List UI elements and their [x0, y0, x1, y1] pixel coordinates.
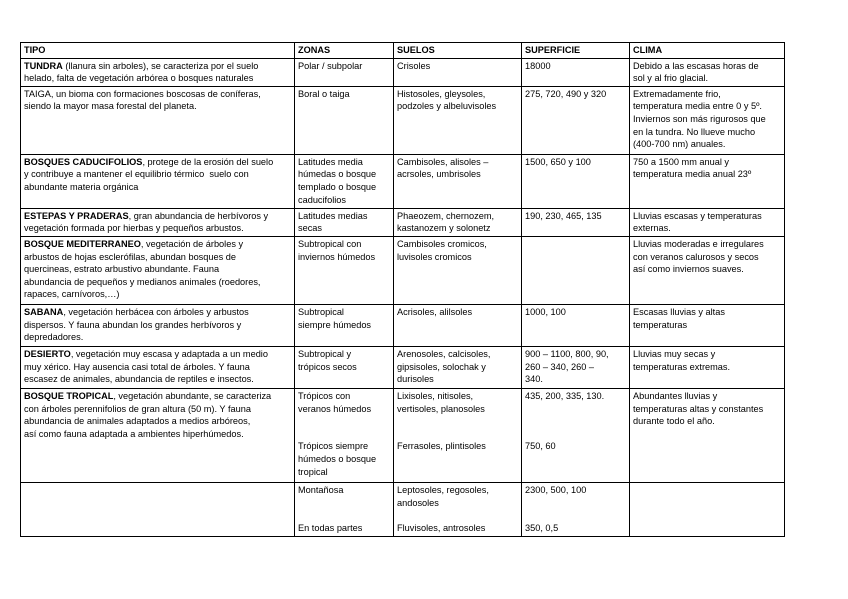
cell-tipo — [21, 388, 295, 482]
header-suelos: SUELOS — [394, 43, 522, 59]
header-clima: CLIMA — [630, 43, 785, 59]
zonas-text: Polar / subpolar — [298, 60, 363, 71]
cell-zonas — [295, 388, 394, 482]
tipo-text: , protege de la erosión del suelo y contribuye a mantener el equilibrio térmico suelo con abundante materia orgánica — [24, 156, 274, 192]
superficie-text: 1000, 100 — [525, 306, 566, 317]
cell-suelos — [394, 482, 522, 536]
cell-superficie — [522, 58, 630, 86]
suelos-text: Phaeozem, chernozem, kastanozem y solonetz — [397, 210, 495, 234]
tipo-text: TAIGA, un bioma con formaciones boscosas de coníferas, siendo la mayor masa forestal del planeta. — [24, 88, 261, 112]
tipo-bold: SABANA — [24, 306, 64, 317]
suelos-text: Crisoles — [397, 60, 431, 71]
cell-tipo — [21, 154, 295, 208]
cell-suelos — [394, 58, 522, 86]
cell-clima — [630, 388, 785, 482]
tipo-bold: DESIERTO — [24, 348, 71, 359]
superficie-text: 2300, 500, 100 350, 0,5 — [525, 484, 587, 533]
cell-clima — [630, 482, 785, 536]
tipo-bold: ESTEPAS Y PRADERAS — [24, 210, 129, 221]
superficie-text: 1500, 650 y 100 — [525, 156, 591, 167]
cell-superficie — [522, 236, 630, 304]
header-zonas: ZONAS — [295, 43, 394, 59]
clima-text: Lluvias muy secas y temperaturas extremas. — [633, 348, 731, 372]
cell-tipo — [21, 482, 295, 536]
tipo-text: (llanura sin arboles), se caracteriza por el suelo helado, falta de vegetación arbórea o bosques naturales — [24, 60, 259, 84]
cell-clima — [630, 154, 785, 208]
cell-zonas — [295, 236, 394, 304]
cell-superficie — [522, 346, 630, 388]
cell-tipo — [21, 58, 295, 86]
cell-zonas — [295, 346, 394, 388]
suelos-text: Leptosoles, regosoles, andosoles Fluvisoles, antrosoles — [397, 484, 489, 533]
clima-text: Lluvias escasas y temperaturas externas. — [633, 210, 762, 234]
cell-suelos — [394, 388, 522, 482]
cell-suelos — [394, 86, 522, 154]
suelos-text: Arenosoles, calcisoles, gipsisoles, solochak y durisoles — [397, 348, 491, 385]
cell-zonas — [295, 154, 394, 208]
cell-suelos — [394, 304, 522, 346]
table-row — [21, 304, 785, 346]
superficie-text: 900 – 1100, 800, 90, 260 – 340, 260 – 340. — [525, 348, 609, 385]
suelos-text: Histosoles, gleysoles, podzoles y albeluvisoles — [397, 88, 497, 112]
cell-suelos — [394, 346, 522, 388]
table-row — [21, 236, 785, 304]
table-row — [21, 86, 785, 154]
table-row — [21, 58, 785, 86]
cell-superficie — [522, 304, 630, 346]
cell-clima — [630, 58, 785, 86]
superficie-text: 275, 720, 490 y 320 — [525, 88, 607, 99]
table-row — [21, 388, 785, 482]
clima-text: Abundantes lluvias y temperaturas altas y constantes durante todo el año. — [633, 390, 764, 427]
tipo-text: , vegetación herbácea con árboles y arbustos dispersos. Y fauna abundan los grandes herbívoros y depredadores. — [24, 306, 249, 343]
cell-superficie — [522, 86, 630, 154]
cell-zonas — [295, 304, 394, 346]
table-row — [21, 208, 785, 236]
header-superficie: SUPERFICIE — [522, 43, 630, 59]
clima-text: Debido a las escasas horas de sol y al frio glacial. — [633, 60, 759, 84]
document-table — [20, 42, 785, 537]
cell-superficie — [522, 154, 630, 208]
cell-zonas — [295, 482, 394, 536]
cell-suelos — [394, 154, 522, 208]
tipo-text: , gran abundancia de herbívoros y vegetación formada por hierbas y pequeños arbustos. — [24, 210, 269, 234]
clima-text: 750 a 1500 mm anual y temperatura media anual 23º — [633, 156, 752, 180]
header-tipo: TIPO — [21, 43, 295, 59]
zonas-text: Trópicos con veranos húmedos Trópicos siempre húmedos o bosque tropical — [298, 390, 377, 477]
tipo-bold: BOSQUES CADUCIFOLIOS — [24, 156, 143, 167]
zonas-text: Subtropical y trópicos secos — [298, 348, 357, 372]
cell-superficie — [522, 208, 630, 236]
zonas-text: Subtropical con inviernos húmedos — [298, 238, 376, 262]
clima-text: Extremadamente frio, temperatura media entre 0 y 5º. Inviernos son más rigurosos que en la tundra. No llueve mucho (400-700 nm) anuales. — [633, 88, 766, 150]
cell-superficie — [522, 388, 630, 482]
tipo-bold: TUNDRA — [24, 60, 63, 71]
suelos-text: Cambisoles, alisoles – acrsoles, umbrisoles — [397, 156, 489, 180]
cell-suelos — [394, 208, 522, 236]
cell-clima — [630, 208, 785, 236]
cell-tipo — [21, 346, 295, 388]
cell-tipo — [21, 304, 295, 346]
suelos-text: Lixisoles, nitisoles, vertisoles, planosoles Ferrasoles, plintisoles — [397, 390, 486, 452]
tipo-text: , vegetación abundante, se caracteriza con árboles perennifolios de gran altura (50 m). Y fauna abundancia de animales adaptados a medios arbóreos, así como fauna adaptada a ambientes hiperhúmedos. — [24, 390, 272, 439]
tipo-bold: BOSQUE TROPICAL — [24, 390, 114, 401]
tipo-bold: BOSQUE MEDITERRANEO — [24, 238, 141, 249]
cell-tipo — [21, 86, 295, 154]
zonas-text: Subtropical siempre húmedos — [298, 306, 372, 330]
clima-text: Escasas lluvias y altas temperaturas — [633, 306, 725, 330]
suelos-text: Acrisoles, alilsoles — [397, 306, 473, 317]
cell-clima — [630, 304, 785, 346]
zonas-text: Latitudes media húmedas o bosque templado o bosque caducifolios — [298, 156, 377, 205]
suelos-text: Cambisoles cromicos, luvisoles cromicos — [397, 238, 487, 262]
table-row — [21, 482, 785, 536]
cell-clima — [630, 86, 785, 154]
cell-clima — [630, 346, 785, 388]
cell-tipo — [21, 236, 295, 304]
cell-superficie — [522, 482, 630, 536]
cell-zonas — [295, 86, 394, 154]
table-row — [21, 154, 785, 208]
clima-text: Lluvias moderadas e irregulares con veranos calurosos y secos así como inviernos suaves. — [633, 238, 764, 275]
superficie-text: 18000 — [525, 60, 551, 71]
table-header-row — [21, 43, 785, 59]
superficie-text: 435, 200, 335, 130. 750, 60 — [525, 390, 605, 452]
zonas-text: Latitudes medias secas — [298, 210, 368, 234]
zonas-text: Boral o taiga — [298, 88, 350, 99]
tipo-text: , vegetación de árboles y arbustos de hojas esclerófilas, abundan bosques de quercineas, estrato arbustivo abundante. Fauna abundancia de pequeños y medianos animales (roedores, rapaces, carnívoros,…) — [24, 238, 261, 300]
cell-zonas — [295, 208, 394, 236]
zonas-text: Montañosa En todas partes — [298, 484, 363, 533]
cell-suelos — [394, 236, 522, 304]
superficie-text: 190, 230, 465, 135 — [525, 210, 602, 221]
tipo-text: , vegetación muy escasa y adaptada a un medio muy xérico. Hay ausencia casi total de árboles. Y fauna escasez de animales, abundancia de reptiles e insectos. — [24, 348, 268, 385]
table-row — [21, 346, 785, 388]
cell-zonas — [295, 58, 394, 86]
cell-tipo — [21, 208, 295, 236]
cell-clima — [630, 236, 785, 304]
